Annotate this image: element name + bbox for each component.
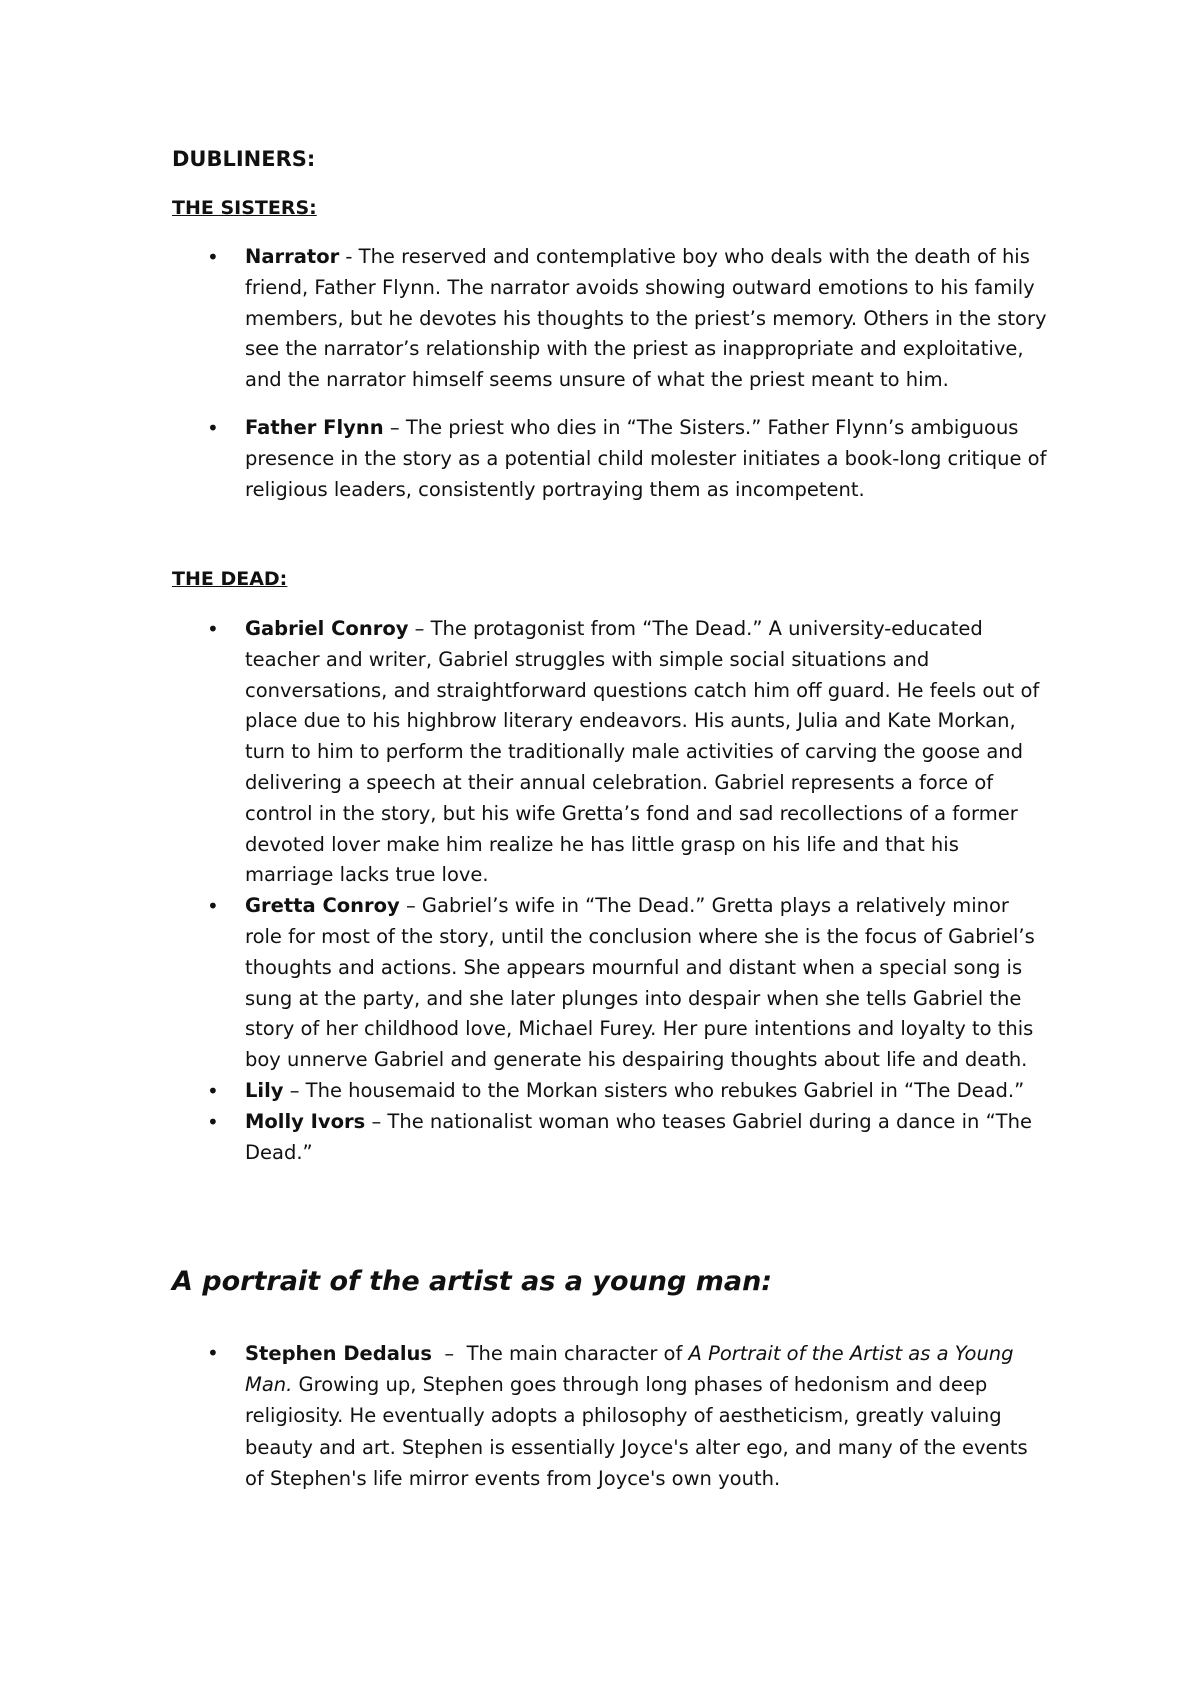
bullet-icon: • [207,1341,219,1365]
character-description: Growing up, Stephen goes through long phases of hedonism and deep religiosity. He eventually adopts a philosophy of aestheticism, greatly valuing beauty and art. Stephen is essentially Joyce's alter ego, and many of the events of Stephen's life mirror events from Joyce's own youth. [245,1373,1028,1490]
name-separator: – [383,415,406,439]
character-name: Gretta Conroy [245,894,400,918]
character-list-the-dead [0,614,1200,1168]
name-separator: – [283,1078,306,1102]
name-separator: – [432,1342,467,1365]
character-entry-narrator [0,242,1050,396]
part-heading-portrait: A portrait of the artist as a young man: [172,1266,773,1297]
bullet-icon: • [207,1109,219,1134]
character-entry-molly-ivors [0,1107,1050,1169]
section-heading-the-sisters: THE SISTERS: [172,197,317,219]
character-entry-stephen-dedalus [0,1338,1050,1494]
character-name: Lily [245,1078,284,1102]
character-entry-gabriel-conroy [0,614,1050,891]
name-separator: – [408,617,431,640]
character-description-intro: The main character of [466,1342,689,1365]
character-list-portrait [0,1338,1200,1494]
name-separator: – [399,894,422,918]
bullet-icon: • [207,415,219,440]
bullet-icon: • [207,894,219,919]
bullet-icon: • [207,245,219,269]
book-title: A Portrait of the Artist as a Young Man. [245,1342,1014,1397]
document-title: DUBLINERS: [172,147,316,171]
character-name: Gabriel Conroy [245,617,409,640]
character-list-the-sisters [0,242,1200,505]
character-entry-lily [0,1076,1050,1107]
character-description: The protagonist from “The Dead.” A university-educated teacher and writer, Gabriel struggles with simple social situations and conversations, and straightforward questions catch him off guard. He feels out of place due to his highbrow literary endeavors. His aunts, Julia and Kate Morkan, turn to him to perform the traditionally male activities of carving the goose and delivering a speech at their annual celebration. Gabriel represents a force of control in the story, but his wife Gretta’s fond and sad recollections of a former devoted lover make him realize he has little grasp on his life and that his marriage lacks true love. [245,617,1040,887]
bullet-icon: • [207,617,219,641]
section-heading-the-dead: THE DEAD: [172,568,288,590]
character-entry-father-flynn [0,413,1050,505]
character-description: The nationalist woman who teases Gabriel during a dance in “The Dead.” [245,1109,1032,1164]
character-name: Molly Ivors [245,1109,366,1133]
character-description: The housemaid to the Morkan sisters who rebukes Gabriel in “The Dead.” [305,1078,1025,1102]
character-name: Stephen Dedalus [245,1342,433,1365]
character-name: Narrator [245,245,340,268]
character-description: Gabriel’s wife in “The Dead.” Gretta plays a relatively minor role for most of the story, until the conclusion where she is the focus of Gabriel’s thoughts and actions. She appears mournful and distant when a special song is sung at the party, and she later plunges into despair when she tells Gabriel the story of her childhood love, Michael Furey. Her pure intentions and loyalty to this boy unnerve Gabriel and generate his despairing thoughts about life and death. [245,894,1035,1072]
character-description: The priest who dies in “The Sisters.” Father Flynn’s ambiguous presence in the story as a potential child molester initiates a book-long critique of religious leaders, consistently portraying them as incompetent. [245,415,1047,501]
name-separator: – [365,1109,388,1133]
character-entry-gretta-conroy [0,891,1050,1076]
character-description: The reserved and contemplative boy who deals with the death of his friend, Father Flynn. The narrator avoids showing outward emotions to his family members, but he devotes his thoughts to the priest’s memory. Others in the story see the narrator’s relationship with the priest as inappropriate and exploitative, and the narrator himself seems unsure of what the priest meant to him. [245,245,1047,392]
name-separator: - [339,245,359,268]
character-name: Father Flynn [245,415,384,439]
bullet-icon: • [207,1078,219,1103]
